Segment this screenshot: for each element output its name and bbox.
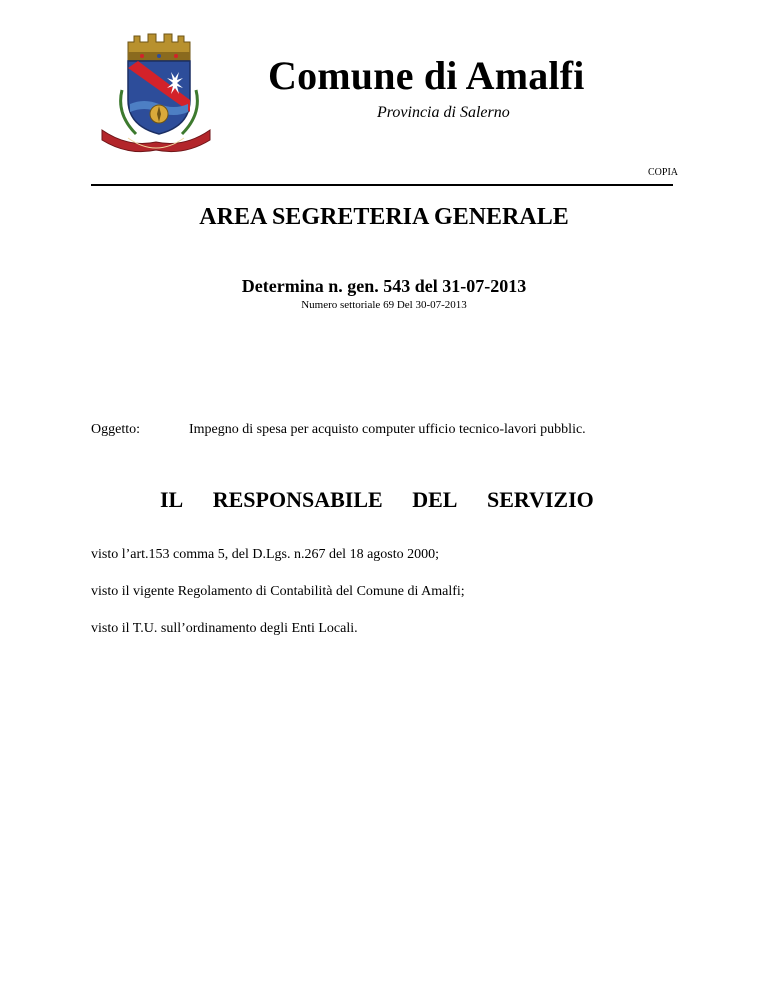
- responsible-heading: [160, 487, 594, 513]
- determina-number: Determina n. gen. 543 del 31-07-2013: [241, 276, 527, 296]
- subject-text: Impegno di spesa per acquisto computer ufficio tecnico-lavori pubblic.: [189, 422, 586, 437]
- coat-of-arms-icon: [98, 30, 214, 155]
- municipality-title: Comune di Amalfi: [268, 53, 585, 98]
- visto-line: visto l’art.153 comma 5, del D.Lgs. n.267 del 18 agosto 2000;: [91, 547, 440, 562]
- header-divider: [91, 184, 673, 186]
- visto-line: visto il T.U. sull’ordinamento degli Enti Locali.: [91, 621, 358, 636]
- visto-line: visto il vigente Regolamento di Contabilità del Comune di Amalfi;: [91, 584, 465, 599]
- responsible-heading-word: SERVIZIO: [486, 487, 594, 512]
- copy-mark: COPIA: [647, 167, 678, 178]
- responsible-heading-word: DEL: [412, 487, 458, 512]
- responsible-heading-word: RESPONSABILE: [212, 487, 383, 512]
- province-subtitle: Provincia di Salerno: [377, 104, 510, 121]
- sector-number: Numero settoriale 69 Del 30-07-2013: [301, 299, 467, 311]
- subject-label: Oggetto:: [91, 422, 140, 437]
- amalfi-coat-of-arms: [98, 30, 214, 155]
- area-heading: AREA SEGRETERIA GENERALE: [199, 204, 569, 230]
- responsible-heading-word: IL: [160, 487, 184, 512]
